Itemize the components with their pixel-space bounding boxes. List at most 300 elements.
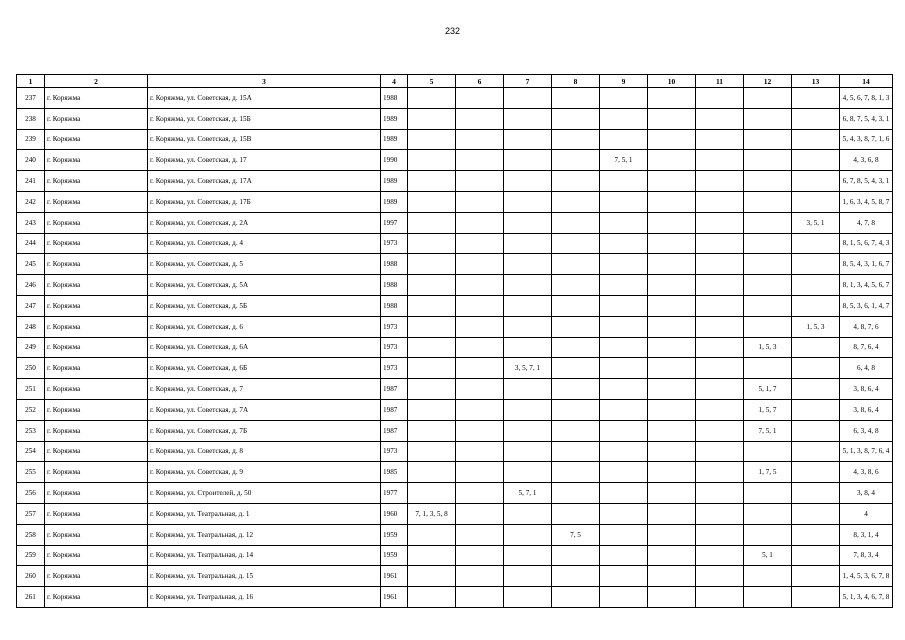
column-header-14: 14 bbox=[840, 75, 893, 88]
col7-cell bbox=[504, 275, 552, 296]
col8-cell bbox=[552, 399, 600, 420]
col13-cell bbox=[792, 88, 840, 109]
address-cell: г. Коряжма, ул. Театральная, д. 12 bbox=[148, 524, 381, 545]
locality-cell: г. Коряжма bbox=[45, 358, 148, 379]
col8-cell bbox=[552, 379, 600, 400]
table-row bbox=[17, 316, 893, 337]
col12-cell bbox=[744, 566, 792, 587]
col8-cell bbox=[552, 129, 600, 150]
col9-cell bbox=[600, 503, 648, 524]
housing-register-table bbox=[16, 74, 893, 608]
table-row bbox=[17, 524, 893, 545]
col14-cell: 4 bbox=[840, 503, 893, 524]
col10-cell bbox=[648, 212, 696, 233]
col7-cell bbox=[504, 316, 552, 337]
address-cell: г. Коряжма, ул. Советская, д. 5Б bbox=[148, 295, 381, 316]
col5-cell bbox=[408, 88, 456, 109]
col5-cell bbox=[408, 379, 456, 400]
col13-cell bbox=[792, 483, 840, 504]
col8-cell bbox=[552, 254, 600, 275]
locality-cell: г. Коряжма bbox=[45, 399, 148, 420]
table-row bbox=[17, 233, 893, 254]
col14-cell: 4, 3, 6, 8 bbox=[840, 150, 893, 171]
row-number: 254 bbox=[17, 441, 45, 462]
col8-cell bbox=[552, 420, 600, 441]
address-cell: г. Коряжма, ул. Театральная, д. 1 bbox=[148, 503, 381, 524]
col5-cell bbox=[408, 191, 456, 212]
col10-cell bbox=[648, 545, 696, 566]
col11-cell bbox=[696, 587, 744, 608]
year-cell: 1988 bbox=[381, 88, 408, 109]
col10-cell bbox=[648, 275, 696, 296]
col5-cell bbox=[408, 171, 456, 192]
locality-cell: г. Коряжма bbox=[45, 191, 148, 212]
locality-cell: г. Коряжма bbox=[45, 233, 148, 254]
col14-cell: 8, 3, 1, 4 bbox=[840, 524, 893, 545]
address-cell: г. Коряжма, ул. Советская, д. 7 bbox=[148, 379, 381, 400]
col14-cell: 7, 8, 3, 4 bbox=[840, 545, 893, 566]
year-cell: 1973 bbox=[381, 358, 408, 379]
col11-cell bbox=[696, 316, 744, 337]
col14-cell: 3, 8, 6, 4 bbox=[840, 399, 893, 420]
locality-cell: г. Коряжма bbox=[45, 212, 148, 233]
year-cell: 1961 bbox=[381, 566, 408, 587]
col9-cell bbox=[600, 191, 648, 212]
address-cell: г. Коряжма, ул. Театральная, д. 14 bbox=[148, 545, 381, 566]
col7-cell bbox=[504, 337, 552, 358]
col5-cell bbox=[408, 254, 456, 275]
col9-cell bbox=[600, 566, 648, 587]
col8-cell bbox=[552, 295, 600, 316]
col10-cell bbox=[648, 254, 696, 275]
col7-cell bbox=[504, 88, 552, 109]
col13-cell bbox=[792, 441, 840, 462]
col11-cell bbox=[696, 441, 744, 462]
row-number: 240 bbox=[17, 150, 45, 171]
col13-cell bbox=[792, 587, 840, 608]
col10-cell bbox=[648, 420, 696, 441]
col10-cell bbox=[648, 150, 696, 171]
col12-cell: 1, 5, 7 bbox=[744, 399, 792, 420]
col7-cell bbox=[504, 171, 552, 192]
locality-cell: г. Коряжма bbox=[45, 503, 148, 524]
column-header-4: 4 bbox=[381, 75, 408, 88]
col7-cell bbox=[504, 129, 552, 150]
col14-cell: 3, 8, 6, 4 bbox=[840, 379, 893, 400]
col6-cell bbox=[456, 379, 504, 400]
col5-cell bbox=[408, 462, 456, 483]
column-header-8: 8 bbox=[552, 75, 600, 88]
col11-cell bbox=[696, 191, 744, 212]
col12-cell bbox=[744, 524, 792, 545]
col5-cell bbox=[408, 524, 456, 545]
col10-cell bbox=[648, 566, 696, 587]
col11-cell bbox=[696, 171, 744, 192]
row-number: 250 bbox=[17, 358, 45, 379]
address-cell: г. Коряжма, ул. Советская, д. 6Б bbox=[148, 358, 381, 379]
col10-cell bbox=[648, 171, 696, 192]
col7-cell bbox=[504, 566, 552, 587]
table-row bbox=[17, 399, 893, 420]
locality-cell: г. Коряжма bbox=[45, 337, 148, 358]
col11-cell bbox=[696, 420, 744, 441]
address-cell: г. Коряжма, ул. Советская, д. 5 bbox=[148, 254, 381, 275]
column-header-1: 1 bbox=[17, 75, 45, 88]
col11-cell bbox=[696, 337, 744, 358]
col6-cell bbox=[456, 566, 504, 587]
col13-cell: 1, 5, 3 bbox=[792, 316, 840, 337]
col13-cell bbox=[792, 399, 840, 420]
page-number: 232 bbox=[444, 26, 461, 36]
col5-cell: 7, 1, 3, 5, 8 bbox=[408, 503, 456, 524]
col13-cell bbox=[792, 150, 840, 171]
col13-cell bbox=[792, 108, 840, 129]
address-cell: г. Коряжма, ул. Советская, д. 6А bbox=[148, 337, 381, 358]
col11-cell bbox=[696, 483, 744, 504]
col6-cell bbox=[456, 483, 504, 504]
row-number: 258 bbox=[17, 524, 45, 545]
table-row bbox=[17, 295, 893, 316]
col11-cell bbox=[696, 503, 744, 524]
col13-cell bbox=[792, 379, 840, 400]
col14-cell: 6, 7, 8, 5, 4, 3, 1 bbox=[840, 171, 893, 192]
col10-cell bbox=[648, 88, 696, 109]
address-cell: г. Коряжма, ул. Советская, д. 7А bbox=[148, 399, 381, 420]
address-cell: г. Коряжма, ул. Советская, д. 15А bbox=[148, 88, 381, 109]
col6-cell bbox=[456, 399, 504, 420]
col5-cell bbox=[408, 545, 456, 566]
col9-cell bbox=[600, 295, 648, 316]
col6-cell bbox=[456, 254, 504, 275]
col5-cell bbox=[408, 587, 456, 608]
col8-cell bbox=[552, 88, 600, 109]
col12-cell bbox=[744, 441, 792, 462]
table-row bbox=[17, 171, 893, 192]
row-number: 245 bbox=[17, 254, 45, 275]
locality-cell: г. Коряжма bbox=[45, 316, 148, 337]
table-row bbox=[17, 129, 893, 150]
col7-cell: 5, 7, 1 bbox=[504, 483, 552, 504]
year-cell: 1997 bbox=[381, 212, 408, 233]
address-cell: г. Коряжма, ул. Советская, д. 6 bbox=[148, 316, 381, 337]
row-number: 256 bbox=[17, 483, 45, 504]
col9-cell bbox=[600, 483, 648, 504]
col14-cell: 4, 7, 8 bbox=[840, 212, 893, 233]
col9-cell bbox=[600, 171, 648, 192]
col14-cell: 8, 5, 3, 6, 1, 4, 7 bbox=[840, 295, 893, 316]
year-cell: 1987 bbox=[381, 420, 408, 441]
year-cell: 1960 bbox=[381, 503, 408, 524]
col5-cell bbox=[408, 150, 456, 171]
locality-cell: г. Коряжма bbox=[45, 587, 148, 608]
col10-cell bbox=[648, 337, 696, 358]
col9-cell bbox=[600, 129, 648, 150]
row-number: 241 bbox=[17, 171, 45, 192]
table-row bbox=[17, 88, 893, 109]
row-number: 255 bbox=[17, 462, 45, 483]
row-number: 248 bbox=[17, 316, 45, 337]
year-cell: 1959 bbox=[381, 545, 408, 566]
col9-cell bbox=[600, 587, 648, 608]
column-header-11: 11 bbox=[696, 75, 744, 88]
column-header-13: 13 bbox=[792, 75, 840, 88]
col6-cell bbox=[456, 108, 504, 129]
year-cell: 1977 bbox=[381, 483, 408, 504]
col12-cell bbox=[744, 254, 792, 275]
col11-cell bbox=[696, 129, 744, 150]
col5-cell bbox=[408, 233, 456, 254]
col6-cell bbox=[456, 150, 504, 171]
address-cell: г. Коряжма, ул. Советская, д. 15В bbox=[148, 129, 381, 150]
col7-cell bbox=[504, 503, 552, 524]
table-row bbox=[17, 462, 893, 483]
col13-cell bbox=[792, 420, 840, 441]
col10-cell bbox=[648, 462, 696, 483]
col6-cell bbox=[456, 88, 504, 109]
col7-cell bbox=[504, 587, 552, 608]
col6-cell bbox=[456, 462, 504, 483]
table-row bbox=[17, 337, 893, 358]
year-cell: 1988 bbox=[381, 295, 408, 316]
col9-cell bbox=[600, 420, 648, 441]
col11-cell bbox=[696, 88, 744, 109]
col12-cell: 7, 5, 1 bbox=[744, 420, 792, 441]
col11-cell bbox=[696, 399, 744, 420]
col12-cell bbox=[744, 171, 792, 192]
row-number: 243 bbox=[17, 212, 45, 233]
col5-cell bbox=[408, 441, 456, 462]
col12-cell bbox=[744, 129, 792, 150]
year-cell: 1989 bbox=[381, 191, 408, 212]
col7-cell bbox=[504, 212, 552, 233]
col14-cell: 5, 4, 3, 8, 7, 1, 6 bbox=[840, 129, 893, 150]
col7-cell bbox=[504, 420, 552, 441]
col6-cell bbox=[456, 337, 504, 358]
col7-cell bbox=[504, 462, 552, 483]
col12-cell bbox=[744, 295, 792, 316]
col12-cell bbox=[744, 503, 792, 524]
table-row bbox=[17, 545, 893, 566]
col14-cell: 4, 8, 7, 6 bbox=[840, 316, 893, 337]
table-row bbox=[17, 379, 893, 400]
col8-cell: 7, 5 bbox=[552, 524, 600, 545]
col9-cell: 7, 5, 1 bbox=[600, 150, 648, 171]
locality-cell: г. Коряжма bbox=[45, 254, 148, 275]
address-cell: г. Коряжма, ул. Советская, д. 9 bbox=[148, 462, 381, 483]
col9-cell bbox=[600, 212, 648, 233]
column-header-3: 3 bbox=[148, 75, 381, 88]
row-number: 244 bbox=[17, 233, 45, 254]
col5-cell bbox=[408, 108, 456, 129]
col11-cell bbox=[696, 108, 744, 129]
year-cell: 1989 bbox=[381, 108, 408, 129]
col13-cell bbox=[792, 275, 840, 296]
col8-cell bbox=[552, 212, 600, 233]
col11-cell bbox=[696, 379, 744, 400]
locality-cell: г. Коряжма bbox=[45, 441, 148, 462]
col14-cell: 1, 6, 3, 4, 5, 8, 7 bbox=[840, 191, 893, 212]
col14-cell: 5, 1, 3, 4, 6, 7, 8 bbox=[840, 587, 893, 608]
col13-cell bbox=[792, 462, 840, 483]
col6-cell bbox=[456, 129, 504, 150]
col10-cell bbox=[648, 399, 696, 420]
locality-cell: г. Коряжма bbox=[45, 379, 148, 400]
locality-cell: г. Коряжма bbox=[45, 295, 148, 316]
year-cell: 1973 bbox=[381, 337, 408, 358]
col5-cell bbox=[408, 337, 456, 358]
col5-cell bbox=[408, 483, 456, 504]
col9-cell bbox=[600, 233, 648, 254]
col12-cell bbox=[744, 150, 792, 171]
col9-cell bbox=[600, 108, 648, 129]
col5-cell bbox=[408, 129, 456, 150]
year-cell: 1988 bbox=[381, 275, 408, 296]
col13-cell bbox=[792, 191, 840, 212]
col7-cell bbox=[504, 233, 552, 254]
col11-cell bbox=[696, 462, 744, 483]
col8-cell bbox=[552, 483, 600, 504]
col11-cell bbox=[696, 358, 744, 379]
col14-cell: 6, 4, 8 bbox=[840, 358, 893, 379]
year-cell: 1990 bbox=[381, 150, 408, 171]
col12-cell: 5, 1, 7 bbox=[744, 379, 792, 400]
year-cell: 1961 bbox=[381, 587, 408, 608]
address-cell: г. Коряжма, ул. Строителей, д. 50 bbox=[148, 483, 381, 504]
locality-cell: г. Коряжма bbox=[45, 129, 148, 150]
year-cell: 1989 bbox=[381, 129, 408, 150]
col8-cell bbox=[552, 191, 600, 212]
col10-cell bbox=[648, 295, 696, 316]
col10-cell bbox=[648, 503, 696, 524]
year-cell: 1987 bbox=[381, 379, 408, 400]
table-row bbox=[17, 483, 893, 504]
col5-cell bbox=[408, 212, 456, 233]
row-number: 260 bbox=[17, 566, 45, 587]
col9-cell bbox=[600, 524, 648, 545]
address-cell: г. Коряжма, ул. Советская, д. 7Б bbox=[148, 420, 381, 441]
col8-cell bbox=[552, 316, 600, 337]
col14-cell: 6, 8, 7, 5, 4, 3, 1 bbox=[840, 108, 893, 129]
col10-cell bbox=[648, 524, 696, 545]
col11-cell bbox=[696, 233, 744, 254]
col5-cell bbox=[408, 316, 456, 337]
locality-cell: г. Коряжма bbox=[45, 108, 148, 129]
row-number: 251 bbox=[17, 379, 45, 400]
row-number: 257 bbox=[17, 503, 45, 524]
col6-cell bbox=[456, 587, 504, 608]
col6-cell bbox=[456, 545, 504, 566]
col6-cell bbox=[456, 441, 504, 462]
col6-cell bbox=[456, 191, 504, 212]
col13-cell bbox=[792, 129, 840, 150]
col6-cell bbox=[456, 171, 504, 192]
row-number: 253 bbox=[17, 420, 45, 441]
col12-cell bbox=[744, 212, 792, 233]
col14-cell: 5, 1, 3, 8, 7, 6, 4 bbox=[840, 441, 893, 462]
locality-cell: г. Коряжма bbox=[45, 150, 148, 171]
col14-cell: 4, 3, 8, 6 bbox=[840, 462, 893, 483]
col6-cell bbox=[456, 212, 504, 233]
col14-cell: 4, 5, 6, 7, 8, 1, 3 bbox=[840, 88, 893, 109]
col6-cell bbox=[456, 420, 504, 441]
table-row bbox=[17, 108, 893, 129]
col6-cell bbox=[456, 233, 504, 254]
row-number: 242 bbox=[17, 191, 45, 212]
col12-cell bbox=[744, 88, 792, 109]
table-row bbox=[17, 441, 893, 462]
column-header-6: 6 bbox=[456, 75, 504, 88]
col9-cell bbox=[600, 88, 648, 109]
col10-cell bbox=[648, 108, 696, 129]
table-row bbox=[17, 566, 893, 587]
col8-cell bbox=[552, 233, 600, 254]
col13-cell bbox=[792, 566, 840, 587]
col8-cell bbox=[552, 441, 600, 462]
row-number: 237 bbox=[17, 88, 45, 109]
row-number: 246 bbox=[17, 275, 45, 296]
year-cell: 1959 bbox=[381, 524, 408, 545]
col13-cell bbox=[792, 337, 840, 358]
col6-cell bbox=[456, 358, 504, 379]
col13-cell bbox=[792, 233, 840, 254]
col9-cell bbox=[600, 462, 648, 483]
col5-cell bbox=[408, 358, 456, 379]
year-cell: 1973 bbox=[381, 441, 408, 462]
col11-cell bbox=[696, 545, 744, 566]
address-cell: г. Коряжма, ул. Театральная, д. 15 bbox=[148, 566, 381, 587]
col12-cell bbox=[744, 108, 792, 129]
row-number: 249 bbox=[17, 337, 45, 358]
table-header bbox=[17, 75, 893, 88]
col8-cell bbox=[552, 275, 600, 296]
col9-cell bbox=[600, 254, 648, 275]
col10-cell bbox=[648, 358, 696, 379]
col8-cell bbox=[552, 337, 600, 358]
row-number: 239 bbox=[17, 129, 45, 150]
column-header-5: 5 bbox=[408, 75, 456, 88]
col6-cell bbox=[456, 275, 504, 296]
col9-cell bbox=[600, 379, 648, 400]
col13-cell bbox=[792, 545, 840, 566]
col13-cell bbox=[792, 358, 840, 379]
locality-cell: г. Коряжма bbox=[45, 171, 148, 192]
col10-cell bbox=[648, 379, 696, 400]
year-cell: 1987 bbox=[381, 399, 408, 420]
col7-cell bbox=[504, 441, 552, 462]
col12-cell bbox=[744, 358, 792, 379]
locality-cell: г. Коряжма bbox=[45, 566, 148, 587]
col7-cell bbox=[504, 399, 552, 420]
col12-cell bbox=[744, 191, 792, 212]
col8-cell bbox=[552, 566, 600, 587]
year-cell: 1973 bbox=[381, 233, 408, 254]
col5-cell bbox=[408, 420, 456, 441]
row-number: 259 bbox=[17, 545, 45, 566]
col7-cell bbox=[504, 191, 552, 212]
col6-cell bbox=[456, 295, 504, 316]
table-row bbox=[17, 420, 893, 441]
col11-cell bbox=[696, 566, 744, 587]
col10-cell bbox=[648, 129, 696, 150]
row-number: 261 bbox=[17, 587, 45, 608]
col7-cell bbox=[504, 254, 552, 275]
row-number: 238 bbox=[17, 108, 45, 129]
col7-cell bbox=[504, 545, 552, 566]
col10-cell bbox=[648, 233, 696, 254]
year-cell: 1973 bbox=[381, 316, 408, 337]
table-row bbox=[17, 150, 893, 171]
address-cell: г. Коряжма, ул. Советская, д. 17А bbox=[148, 171, 381, 192]
